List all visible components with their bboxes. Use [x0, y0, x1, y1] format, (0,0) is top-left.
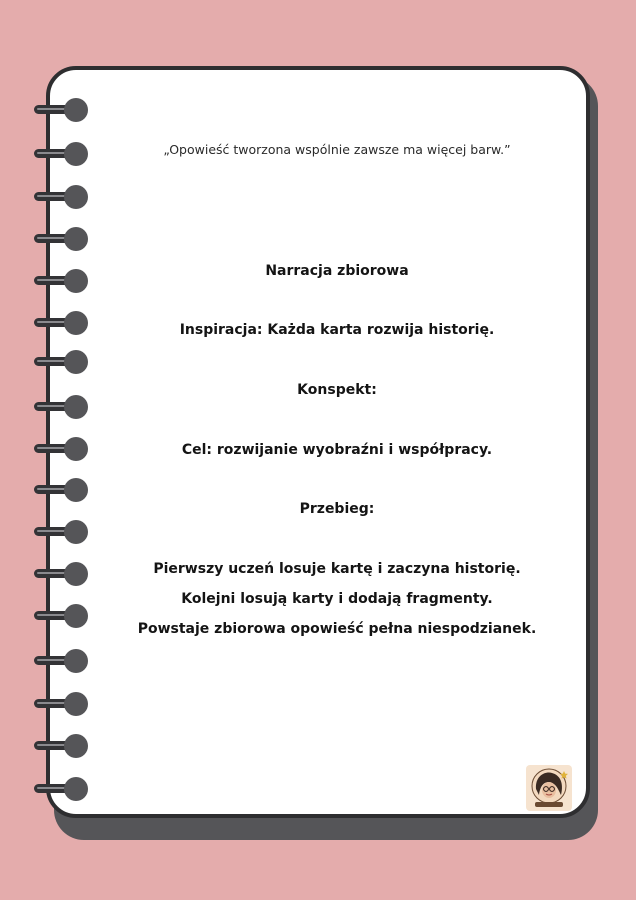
procedure-heading: Przebieg: — [299, 501, 375, 517]
spiral-ring-icon — [34, 520, 90, 544]
quote-text: „Opowieść tworzona wspólnie zawsze ma więcej barw.” — [163, 142, 511, 157]
spiral-ring-icon — [34, 734, 90, 758]
spiral-ring-icon — [34, 227, 90, 251]
spiral-ring-icon — [34, 98, 90, 122]
page-title: Narracja zbiorowa — [265, 263, 409, 279]
spiral-ring-icon — [34, 478, 90, 502]
spiral-ring-icon — [34, 649, 90, 673]
step-1: Pierwszy uczeń losuje kartę i zaczyna historię. — [153, 561, 521, 577]
spiral-ring-icon — [34, 185, 90, 209]
spiral-ring-icon — [34, 350, 90, 374]
spiral-ring-icon — [34, 777, 90, 801]
step-2: Kolejni losują karty i dodają fragmenty. — [181, 591, 493, 607]
outline-heading: Konspekt: — [297, 382, 377, 398]
spiral-ring-icon — [34, 395, 90, 419]
goal-text: Cel: rozwijanie wyobraźni i współpracy. — [181, 442, 493, 458]
inspiration-text: Inspiracja: Każda karta rozwija historię. — [179, 322, 495, 338]
step-3: Powstaje zbiorowa opowieść pełna niespodzianek. — [137, 621, 537, 637]
spiral-ring-icon — [34, 692, 90, 716]
author-logo-icon — [526, 765, 572, 811]
